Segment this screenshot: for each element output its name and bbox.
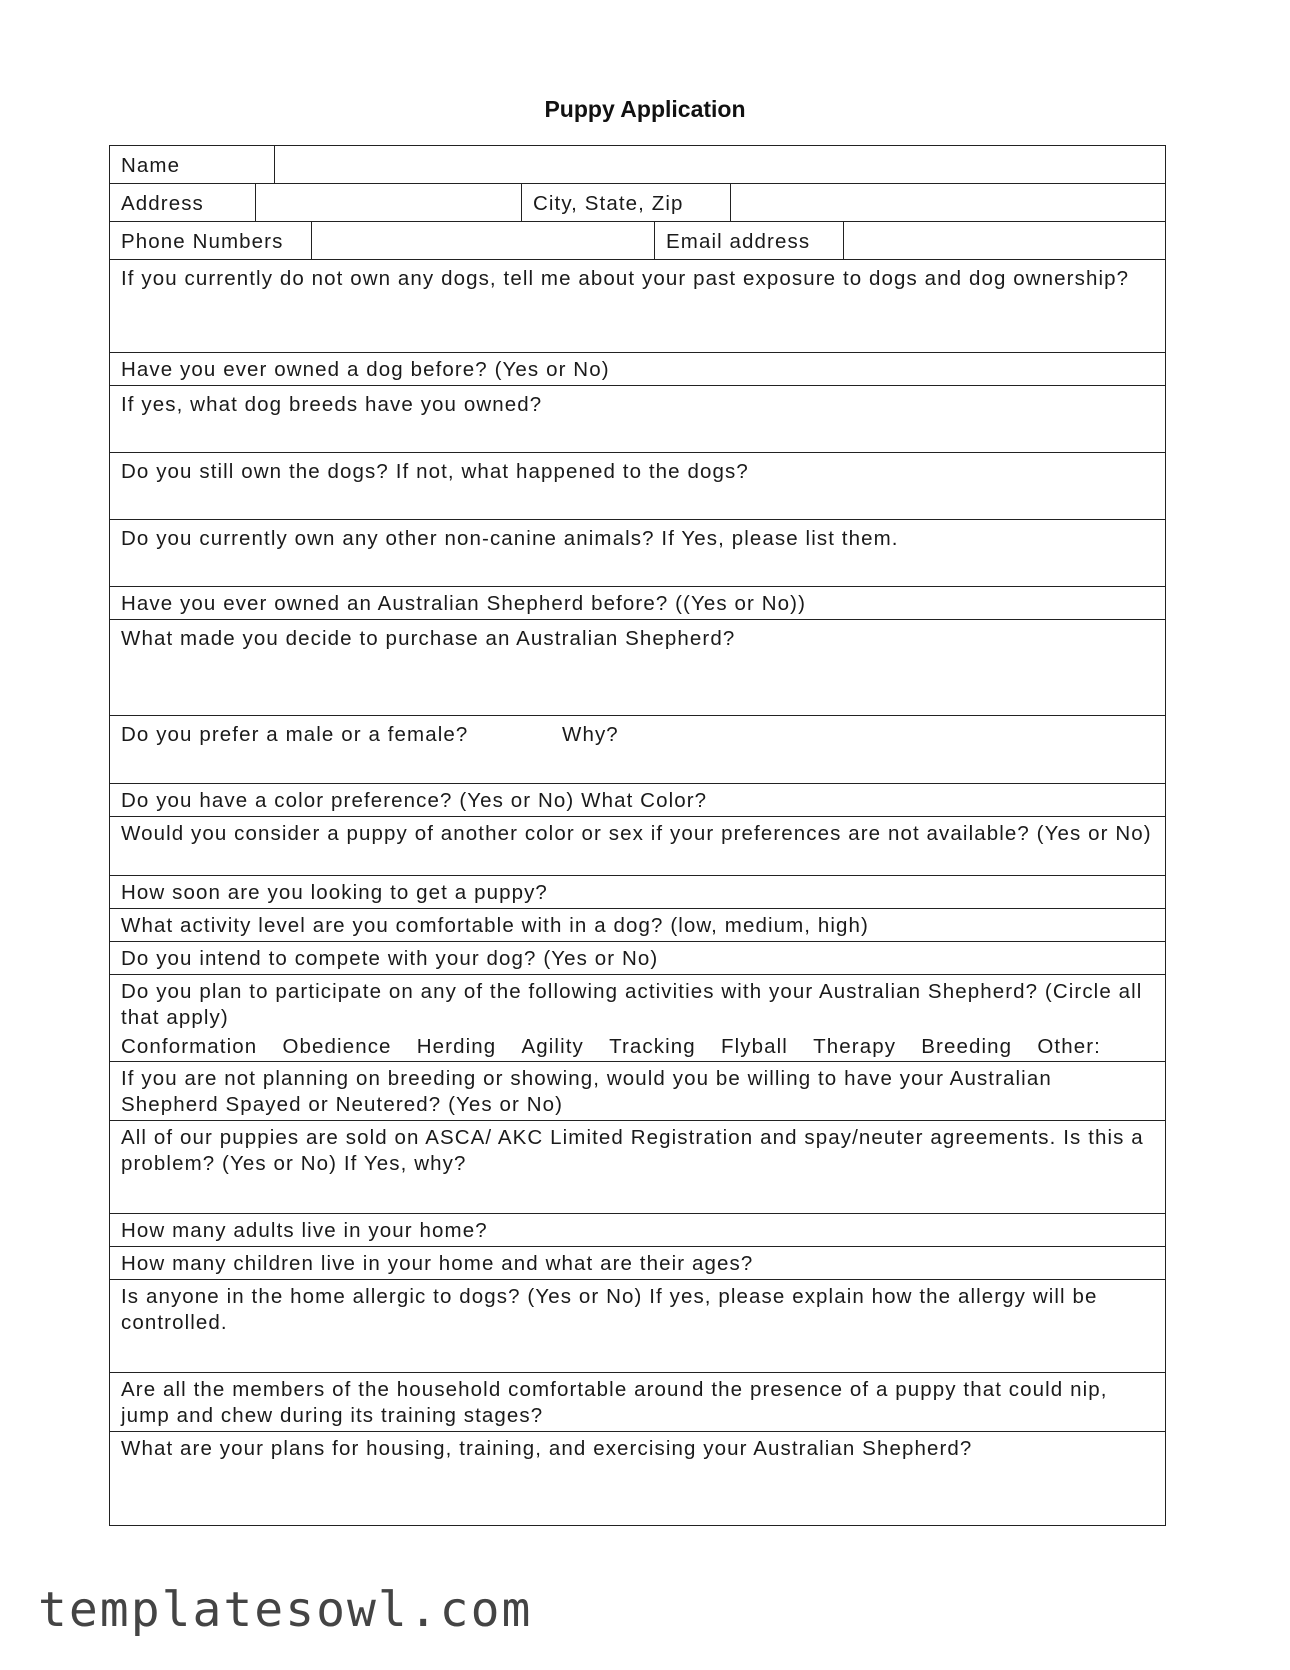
activity-options (121, 1034, 1154, 1060)
question-text: Have you ever owned an Australian Shepherd before? ((Yes or No)) (121, 592, 806, 615)
question-text: How soon are you looking to get a puppy? (121, 881, 548, 904)
question-row[interactable] (110, 259, 1165, 352)
question-text: If you are not planning on breeding or showing, would you be willing to have your Australian Shepherd Spayed or Neutered? (Yes or No) (121, 1067, 1052, 1116)
name-label: Name (121, 154, 181, 177)
question-text: Would you consider a puppy of another color or sex if your preferences are not available? (Yes or No) (121, 822, 1152, 845)
question-row[interactable] (110, 1213, 1165, 1246)
question-row[interactable] (110, 519, 1165, 586)
question-row[interactable] (110, 875, 1165, 908)
question-row[interactable] (110, 816, 1165, 875)
question-text: If yes, what dog breeds have you owned? (121, 393, 543, 416)
question-text: What are your plans for housing, training, and exercising your Australian Shepherd? (121, 1437, 973, 1460)
question-row[interactable] (110, 941, 1165, 974)
question-text: Do you intend to compete with your dog? (Yes or No) (121, 947, 659, 970)
question-text: What made you decide to purchase an Australian Shepherd? (121, 627, 736, 650)
question-row[interactable] (110, 1120, 1165, 1213)
question-text: Do you prefer a male or a female? (121, 723, 469, 746)
question-row[interactable] (110, 586, 1165, 619)
question-row[interactable] (110, 1372, 1165, 1431)
activity-option[interactable]: Tracking (609, 1035, 696, 1058)
name-field[interactable] (274, 146, 1165, 183)
question-row[interactable] (110, 352, 1165, 385)
email-field[interactable] (843, 222, 1165, 259)
application-form (109, 145, 1166, 1526)
activity-option[interactable]: Agility (521, 1035, 584, 1058)
question-text: Are all the members of the household comfortable around the presence of a puppy that could nip, jump and chew during its training stages? (121, 1378, 1108, 1427)
watermark: templatesowl.com (38, 1582, 533, 1638)
email-label: Email address (654, 222, 843, 259)
question-text: What activity level are you comfortable with in a dog? (low, medium, high) (121, 914, 869, 937)
question-text: Do you still own the dogs? If not, what happened to the dogs? (121, 460, 749, 483)
question-text: Do you have a color preference? (Yes or No) What Color? (121, 789, 708, 812)
question-row[interactable] (110, 452, 1165, 519)
question-text: Do you currently own any other non-canine animals? If Yes, please list them. (121, 527, 899, 550)
question-row[interactable] (110, 619, 1165, 715)
activity-option[interactable]: Therapy (813, 1035, 897, 1058)
question-row[interactable] (110, 1246, 1165, 1279)
question-row[interactable] (110, 715, 1165, 783)
question-row[interactable] (110, 1279, 1165, 1372)
name-row (110, 146, 1165, 183)
question-text: All of our puppies are sold on ASCA/ AKC Limited Registration and spay/neuter agreements. Is this a problem? (Yes or No) If Yes, why? (121, 1126, 1144, 1175)
address-label: Address (121, 192, 204, 215)
activity-option[interactable]: Other: (1037, 1035, 1101, 1058)
why-label: Why? (562, 723, 619, 746)
address-row (110, 183, 1165, 221)
question-row[interactable] (110, 908, 1165, 941)
city-state-zip-field[interactable] (730, 184, 1165, 221)
address-field[interactable] (255, 184, 521, 221)
question-text: How many adults live in your home? (121, 1219, 488, 1242)
question-text: How many children live in your home and what are their ages? (121, 1252, 754, 1275)
activity-option[interactable]: Herding (416, 1035, 497, 1058)
question-row[interactable] (110, 783, 1165, 816)
question-row[interactable] (110, 385, 1165, 452)
question-row[interactable] (110, 1061, 1165, 1120)
activity-option[interactable]: Obedience (282, 1035, 392, 1058)
activity-option[interactable]: Conformation (121, 1035, 258, 1058)
question-text: Is anyone in the home allergic to dogs? (Yes or No) If yes, please explain how the allergy will be controlled. (121, 1285, 1098, 1334)
question-row[interactable] (110, 1431, 1165, 1525)
phone-email-row (110, 221, 1165, 259)
question-text: Do you plan to participate on any of the following activities with your Australian Shepherd? (Circle all that apply) (121, 980, 1143, 1029)
city-state-zip-label: City, State, Zip (521, 184, 730, 221)
activity-option[interactable]: Breeding (921, 1035, 1013, 1058)
activity-option[interactable]: Flyball (720, 1035, 788, 1058)
phone-label: Phone Numbers (121, 230, 284, 253)
question-text: Have you ever owned a dog before? (Yes or No) (121, 358, 610, 381)
question-text: If you currently do not own any dogs, tell me about your past exposure to dogs and dog ownership? (121, 267, 1130, 290)
page-title: Puppy Application (544, 96, 746, 122)
activities-row (110, 974, 1165, 1061)
phone-field[interactable] (311, 222, 654, 259)
